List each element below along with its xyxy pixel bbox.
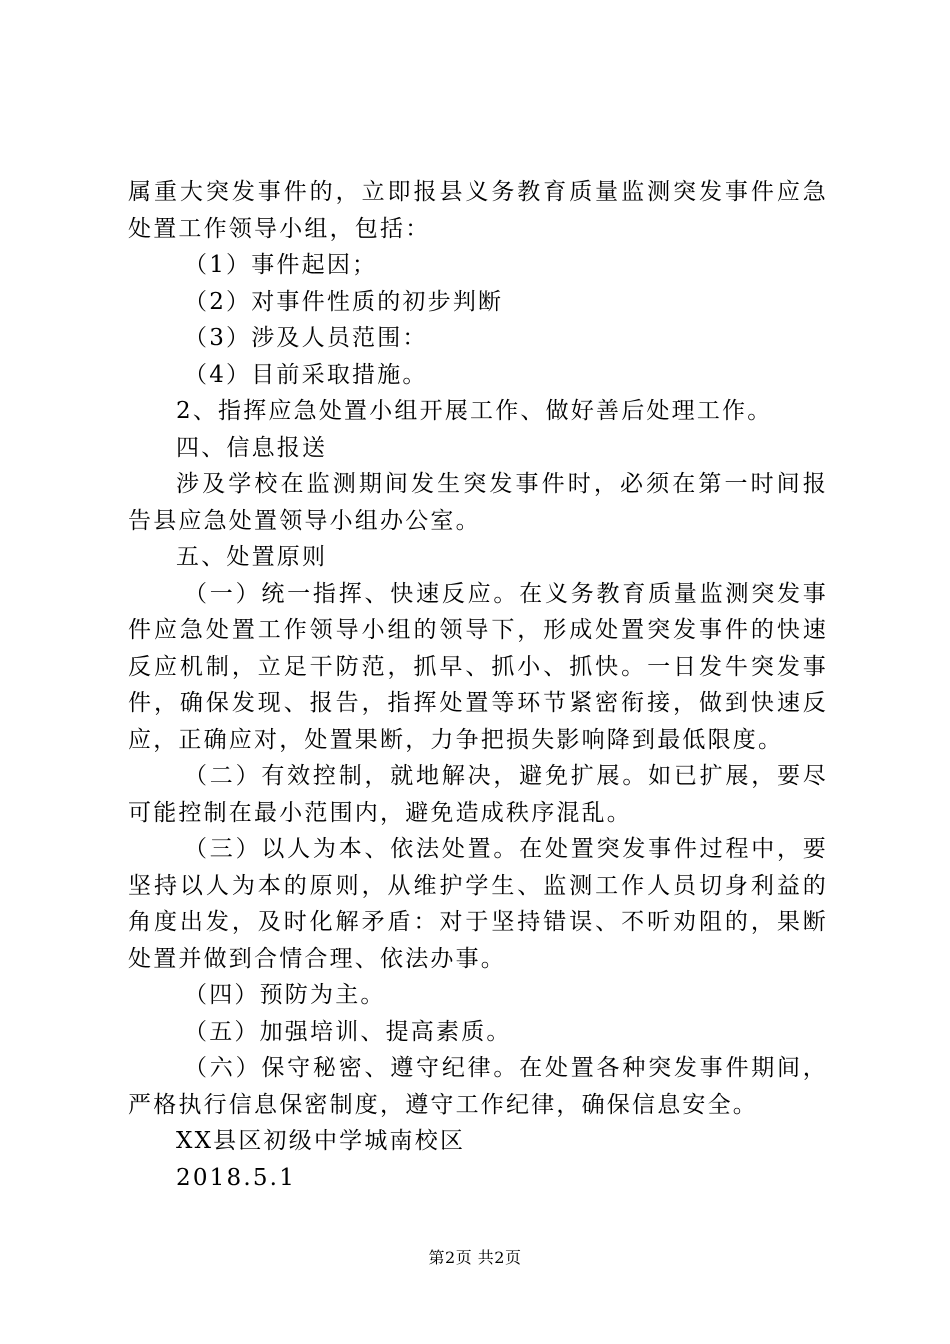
list-item-nature: （2）对事件性质的初步判断 [184, 288, 504, 315]
list-item-measures: （4）目前采取措施。 [184, 361, 428, 388]
signature-organization: XX县区初级中学城南校区 [176, 1128, 466, 1154]
signature-date: 2018.5.1 [176, 1164, 297, 1191]
list-item-cause: （1）事件起因； [184, 252, 378, 278]
paragraph-intro: 属重大突发事件的，立即报县义务教育质量监测突发事件应急处置工作领导小组，包括： [128, 179, 828, 242]
principle-unified-command: （一）统一指挥、快速反应。在义务教育质量监测突发事件应急处置工作领导小组的领导下，形成处置突发事件的快速反应机制，立足干防范，抓早、抓小、抓快。一日发牛突发事件，确保发现、报告，指挥处置等环节紧密衔接，做到快速反应，正确应对，处置果断，力争把损失影响降到最低限度。 [128, 580, 828, 753]
paragraph-command: 2、指挥应急处置小组开展工作、做好善后处理工作。 [176, 398, 773, 424]
principle-people-oriented: （三）以人为本、依法处置。在处置突发事件过程中，要坚持以人为本的原则，从维护学生、监测工作人员切身利益的角度出发，及时化解矛盾：对于坚持错误、不听劝阻的，果断处置并做到合情合理、依法办事。 [128, 836, 828, 972]
section-heading-reporting: 四、信息报送 [176, 434, 328, 461]
principle-prevention: （四）预防为主。 [184, 982, 386, 1008]
section-heading-principles: 五、处置原则 [176, 544, 328, 570]
list-item-scope: （3）涉及人员范围： [184, 325, 428, 351]
page-number-footer: 第2页 共2页 [428, 1248, 522, 1267]
principle-confidentiality: （六）保守秘密、遵守纪律。在处置各种突发事件期间，严格执行信息保密制度，遵守工作纪律，确保信息安全。 [128, 1055, 828, 1118]
document-body [128, 174, 828, 1196]
principle-effective-control: （二）有效控制，就地解决，避免扩展。如已扩展，要尽可能控制在最小范围内，避免造成秩序混乱。 [128, 763, 828, 826]
principle-training: （五）加强培训、提高素质。 [184, 1018, 512, 1045]
paragraph-reporting: 涉及学校在监测期间发生突发事件时，必须在第一时间报告县应急处置领导小组办公室。 [128, 471, 828, 534]
